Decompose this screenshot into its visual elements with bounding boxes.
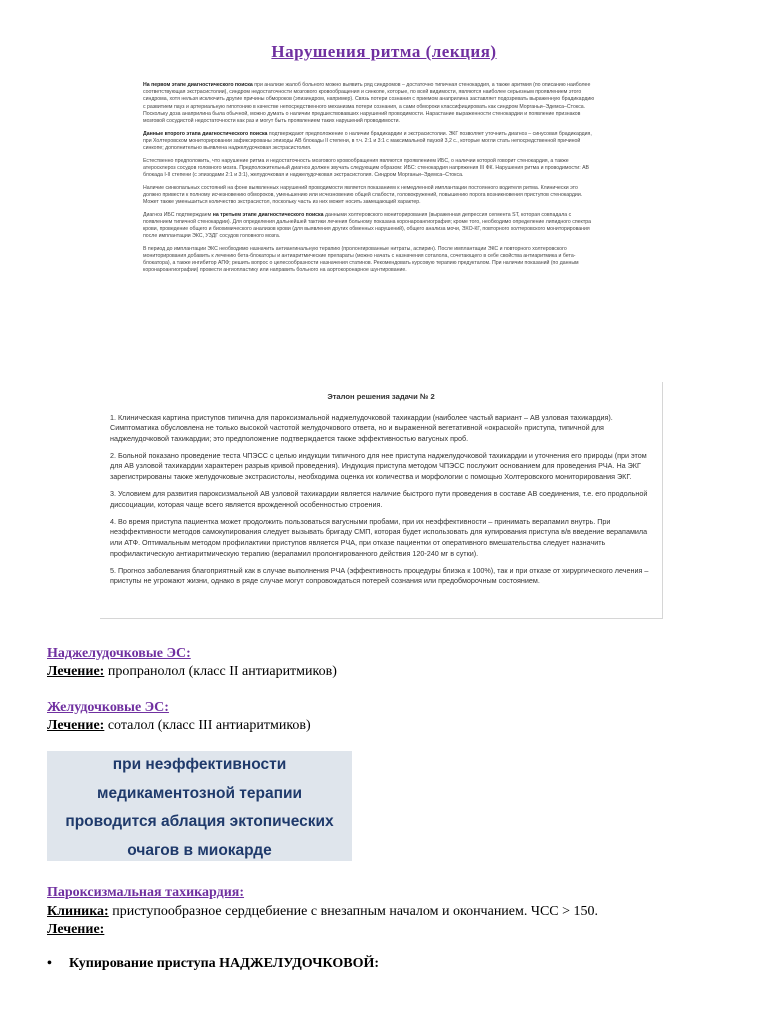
treatment-line-svt-es: Лечение: пропранолол (класс II антиаритмиков) <box>47 664 337 679</box>
scan-paragraph: На первом этапе диагностического поиска при анализе жалоб больного можно выявить ряд синдромов – достаточно типичная стенокардия, а также аритмия (по описанию наиболее соответствующая экстрасистолии), синдром недостаточности мозгового кровообращения и синкопе, которые, по всей видимости, являются наиболее серьезным проявлением этого синдрома, хотя нельзя исключить другие причины обмороков (эпизиндром, например). Связь потери сознания с приемом анаприлина заставляет подозревать выраженную брадикардию с развитием пауз и артериальную гипотонию в качестве непосредственного механизма потери сознания, а сами обмороки классифицировать как синдром Морганьи–Эдемса–Стокса. Поскольку доза анаприлина была обычной, можно думать о наличии предшествовавших нарушений проводимости. Нарастание выраженности стенокардии и появление признаков мозговой сосудистой недостаточности как раз и могут быть проявлением таких нарушений проводимости. <box>143 82 595 125</box>
section-heading-vent-es: Желудочковые ЭС: <box>47 700 169 715</box>
solution-paragraph: 3. Условием для развития пароксизмальной АВ узловой тахикардии является наличие быстрого пути проведения в составе АВ соединения, т.е. его продольной диссоциации, которая чаще всего является врожденной особенностью строения. <box>110 489 648 509</box>
solution-scan-image <box>100 382 663 619</box>
treatment-line-vent-es: Лечение: соталол (класс III антиаритмиков) <box>47 718 311 733</box>
clinic-line-pt: Клиника: приступообразное сердцебиение с внезапным началом и окончанием. ЧСС > 150. <box>47 904 599 919</box>
scan-paragraph: Диагноз ИБС подтверждаем на третьем этапе диагностического поиска данными холтеровского мониторирования (выраженная депрессия сегмента ST, которая совпадала с появлением типичной стенокардии). Для определения дальнейшей тактики лечения больному показана коронароангиография; кроме того, необходимо определение липидного спектра крови, проведение общего и биохимического анализов крови (для выявления других обменных нарушений), общего анализа мочи, ЭХО-КГ, повторного холтеровского мониторирования после имплантации ЭКС, УЗДГ сосудов головного мозга. <box>143 211 592 240</box>
solution-paragraph: 2. Больной показано проведение теста ЧПЭСС с целью индукции типичного для нее приступа наджелудочковой тахикардии и уточнения его природы (при этом для АВ узловой тахикардии характерен разрыв кривой проведения). Индукция приступа методом ЧПЭСС послужит основанием для проведения РЧА. На ЭКГ зарегистрированы также желудочковые экстрасистолы, необходима оценка их количества и морфологии с помощью Холтеровского мониторирования ЭКГ. <box>110 450 647 482</box>
scan-paragraph: Данные второго этапа диагностического поиска подтверждают предположение о наличии брадикардии и экстрасистолии. ЭКГ позволяет уточнить диагноз – синусовая брадикардия, при Холтеровском мониторировании зафиксированы эпизоды АВ блокады II степени, в т.ч. 2:1 и 3:1 с максимальной паузой 3,2 с., которые могли стать непосредственной причиной синкопе; дополнительно выявлена наджелудочковая экстрасистолия. <box>143 130 592 152</box>
solution-paragraph: 4. Во время приступа пациентка может продолжить пользоваться вагусными пробами, при их неэффективности – принимать верапамил внутрь. При неэффективности методов самокупирования следует вызывать бригаду СМП, которая будет использовать для купирования приступа в/в введение верапамила или АТФ. Оптимальным методом профилактики приступов является РЧА, при отказе пациентки от оперативного вмешательства следует назначить профилактическую антиаритмическую терапию (верапамил пролонгированного действия 120-240 мг в сутки). <box>110 516 648 558</box>
treatment-line-pt: Лечение: <box>47 922 105 937</box>
section-heading-svt-es: Наджелудочковые ЭС: <box>47 646 191 661</box>
scan-paragraph: Наличие синкопальных состояний на фоне выявленных нарушений проводимости является показанием к немедленной имплантации постоянного водителя ритма. Клинически это должно привести к полному исчезновению обмороков, уменьшению или исчезновению общей слабости, головокружений, повышению порога возникновения приступов стенокардии. Может также уменьшиться количество экстрасистол, поскольку часть из них может носить замещающий характер. <box>143 184 583 206</box>
solution-paragraph: 1. Клиническая картина приступов типична для пароксизмальной наджелудочковой тахикардии (наиболее частый вариант – АВ узловая тахикардия). Симптоматика обусловлена не только высокой частотой желудочкового ответа, но и выраженной вегетативной «окраской» приступа, типичной для наджелудочковой тахикардии; это предположение подтверждается также эффективностью вагусных проб. <box>110 412 613 443</box>
ablation-note-image: при неэффективности медикаментозной терапии проводится аблация эктопических очагов в миокарде <box>47 751 352 861</box>
bullet-item: • Купирование приступа НАДЖЕЛУДОЧКОВОЙ: <box>47 956 380 971</box>
lecture-scan-image <box>143 82 595 364</box>
scan-paragraph: В период до имплантации ЭКС необходимо назначить антиангинальную терапию (пролонгированные нитраты, аспирин). После имплантации ЭКС и повторного холтеровского мониторирования добавить к лечению бета-блокаторы и антиаритмические препараты (можно начать с назначения соталола, сочетающего в себе свойства антиаритмика и бета-блокатора), а также ингибитор АПФ; решить вопрос о целесообразности назначения статинов. Рекомендовать курсовую терапию предукталом. При наличии показаний (по данным коронароангиографии) провести ангиопластику или направить больного на аортокоронарное шунтирование. <box>143 245 579 274</box>
section-heading-pt: Пароксизмальная тахикардия: <box>47 885 245 900</box>
solution-paragraph: 5. Прогноз заболевания благоприятный как в случае выполнения РЧА (эффективность процедуры близка к 100%), так и при отказе от хирургического лечения – приступы не угрожают жизни, однако в ряде случае могут сопровождаться потерей сознания или предобморочным состоянием. <box>110 565 649 586</box>
page-title: Нарушения ритма (лекция) <box>271 42 497 61</box>
scan-paragraph: Естественно предположить, что нарушение ритма и недостаточность мозгового кровообращения являются проявлением ИБС, о наличии которой говорит стенокардия, а также атеросклероз сосудов головного мозга. Предположительный диагноз должен звучать следующим образом: ИБС: стенокардия напряжения III ФК. Нарушения ритма и проводимости: АВ блокада I-II степени (с эпизодами 2:1 и 3:1), желудочковая и наджелудочковая экстрасистолия. Синдром Морганьи–Эдемса–Стокса. <box>143 157 590 179</box>
solution-heading: Эталон решения задачи № 2 <box>327 392 435 401</box>
